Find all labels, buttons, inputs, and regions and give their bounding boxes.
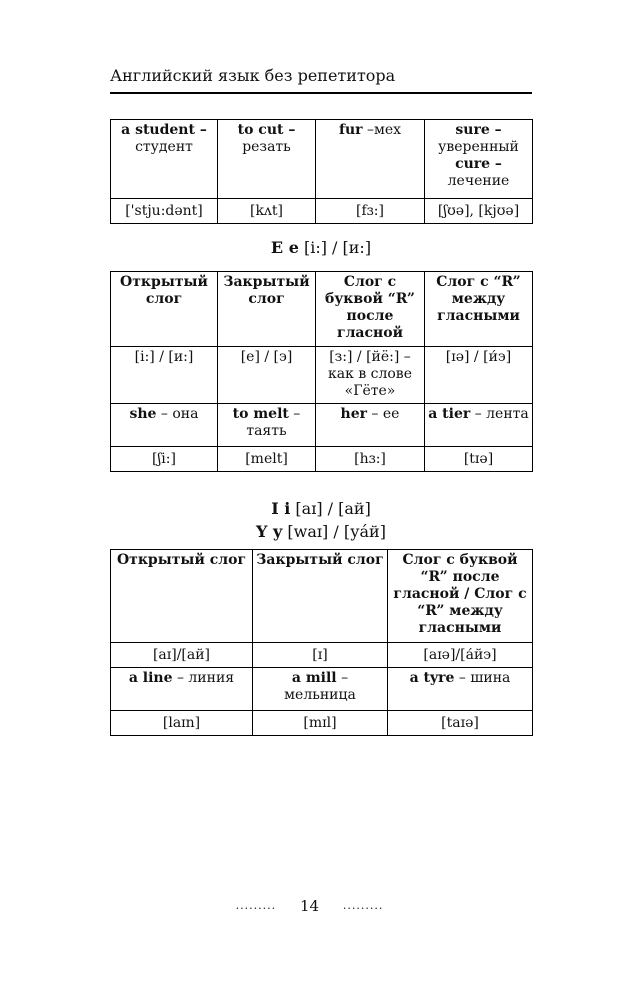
transcription-cell: [melt] bbox=[218, 447, 316, 472]
footer-dots-right: ......... bbox=[342, 899, 384, 912]
section-heading-y: Y y [waɪ] / [уа́й] bbox=[256, 522, 386, 541]
sound-cell: [i:] / [и:] bbox=[111, 347, 218, 404]
transcription-cell: [laɪn] bbox=[111, 711, 253, 736]
transcription-cell: [kʌt] bbox=[218, 199, 316, 224]
column-header: Закрытый слог bbox=[218, 272, 316, 347]
table-u-examples bbox=[110, 119, 533, 224]
example-cell: her – ее bbox=[316, 404, 425, 447]
table-cell: fur –мех bbox=[316, 120, 425, 199]
example-cell: a mill – мельница bbox=[253, 668, 388, 711]
table-cell: to cut – резать bbox=[218, 120, 316, 199]
table-row bbox=[111, 347, 533, 404]
table-row bbox=[111, 668, 533, 711]
example-cell: a tier – лента bbox=[425, 404, 533, 447]
column-header: Открытый слог bbox=[111, 550, 253, 643]
example-cell: to melt – таять bbox=[218, 404, 316, 447]
header-rule bbox=[110, 92, 532, 94]
table-row bbox=[111, 447, 533, 472]
section-heading-i: I i [aɪ] / [ай] bbox=[271, 499, 371, 518]
page-number: 14 bbox=[299, 897, 320, 915]
transcription-cell: [ʃʊə], [kjʊə] bbox=[425, 199, 533, 224]
table-header-row bbox=[111, 272, 533, 347]
footer-dots-left: ......... bbox=[235, 899, 277, 912]
table-row bbox=[111, 711, 533, 736]
table-row bbox=[111, 404, 533, 447]
table-row bbox=[111, 120, 533, 199]
table-row bbox=[111, 643, 533, 668]
example-cell: she – она bbox=[111, 404, 218, 447]
table-letter-i bbox=[110, 549, 533, 736]
sound-cell: [aɪə]/[а́йэ] bbox=[388, 643, 533, 668]
column-header: Слог с “R” между гласными bbox=[425, 272, 533, 347]
sound-cell: [aɪ]/[ай] bbox=[111, 643, 253, 668]
transcription-cell: [fɜ:] bbox=[316, 199, 425, 224]
transcription-cell: [taɪə] bbox=[388, 711, 533, 736]
table-cell: sure – уверенный cure – лечение bbox=[425, 120, 533, 199]
sound-cell: [e] / [э] bbox=[218, 347, 316, 404]
example-cell: a tyre – шина bbox=[388, 668, 533, 711]
column-header: Закрытый слог bbox=[253, 550, 388, 643]
table-row bbox=[111, 199, 533, 224]
sound-cell: [ɪ] bbox=[253, 643, 388, 668]
table-letter-e bbox=[110, 271, 533, 472]
transcription-cell: [hɜ:] bbox=[316, 447, 425, 472]
sound-cell: [ɪə] / [и́э] bbox=[425, 347, 533, 404]
running-title: Английский язык без репетитора bbox=[110, 66, 396, 85]
transcription-cell: ['stju:dənt] bbox=[111, 199, 218, 224]
table-header-row bbox=[111, 550, 533, 643]
column-header: Слог с буквой “R” после гласной / Слог с “R” между гласными bbox=[388, 550, 533, 643]
transcription-cell: [mɪl] bbox=[253, 711, 388, 736]
section-heading-e: E e [i:] / [и:] bbox=[270, 238, 372, 257]
table-cell: a student – студент bbox=[111, 120, 218, 199]
column-header: Открытый слог bbox=[111, 272, 218, 347]
transcription-cell: [ʃi:] bbox=[111, 447, 218, 472]
page-footer bbox=[0, 897, 619, 915]
transcription-cell: [tɪə] bbox=[425, 447, 533, 472]
column-header: Слог с буквой “R” после гласной bbox=[316, 272, 425, 347]
example-cell: a line – линия bbox=[111, 668, 253, 711]
sound-cell: [з:] / [йё:] – как в слове «Гёте» bbox=[316, 347, 425, 404]
